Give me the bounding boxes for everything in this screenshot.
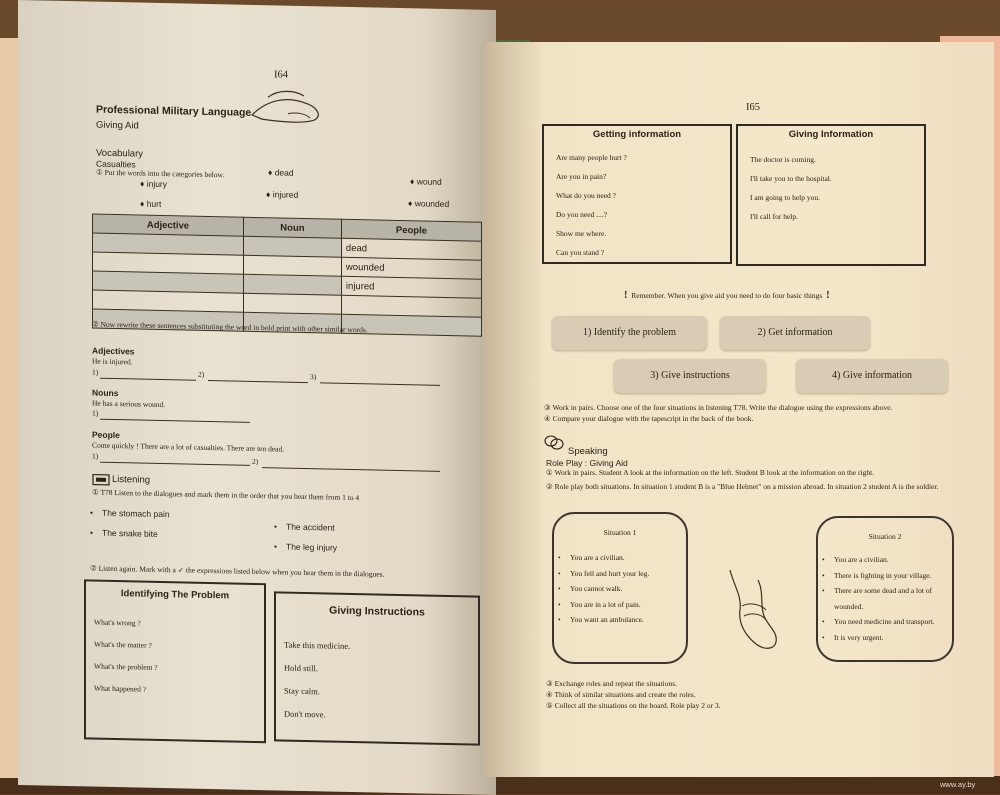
list-item: • The stomach pain [90, 508, 170, 520]
list-item: • The leg injury [274, 541, 337, 552]
list-item: The doctor is coming. [750, 155, 816, 164]
blank-label: 1) [92, 408, 99, 418]
people-heading: People [92, 429, 120, 441]
list-item: • You fell and hurt your leg. [558, 566, 684, 582]
people-sentence: Come quickly ! There are a lot of casualties. There are ten dead. [92, 440, 285, 454]
list-item: • There are some dead and a lot of wounded. [822, 583, 952, 614]
situation-2-card [816, 516, 954, 662]
table-cell: wounded [341, 257, 481, 279]
box-title: Giving Instructions [329, 604, 425, 619]
listening-heading: Listening [112, 473, 151, 486]
list-item: • You want an ambulance. [558, 612, 684, 628]
list-item: Are many people hurt ? [556, 153, 627, 162]
list-item: What happened ? [94, 683, 147, 694]
blank-label: 1) [92, 451, 99, 461]
list-item: I'll call for help. [750, 212, 798, 221]
list-item: ④ Think of similar situations and create the roles. [546, 690, 696, 699]
list-item: ⑤ Collect all the situations on the board. Role play 2 or 3. [546, 701, 721, 710]
list-item: What's the matter ? [94, 639, 152, 650]
word-item: ♦ hurt [140, 198, 162, 210]
table-header: People [341, 219, 481, 241]
nouns-heading: Nouns [92, 387, 119, 399]
list-item: Hold still. [284, 662, 319, 674]
exercise-3: ③ Work in pairs. Choose one of the four situations in listening T78. Write the dialogue using the expressions above. [544, 403, 893, 412]
step-identify-problem: 1) Identify the problem [552, 316, 707, 350]
speaking-exercise-1: ① Work in pairs. Student A look at the information on the left. Student B look at the information on the right. [546, 468, 875, 477]
list-item: • You need medicine and transport. [822, 614, 952, 630]
casualties-heading: Casualties [96, 158, 136, 170]
list-item: ③ Exchange roles and repeat the situations. [546, 679, 678, 688]
list-item: Take this medicine. [284, 639, 351, 651]
list-item: • There is fighting in your village. [822, 568, 952, 584]
list-item: Do you need ....? [556, 210, 608, 219]
table-header: Adjective [93, 214, 244, 236]
situation-1-card [552, 512, 688, 664]
card-list [822, 552, 952, 645]
left-page [18, 0, 496, 795]
vocabulary-heading: Vocabulary [96, 147, 144, 160]
final-exercises [546, 678, 721, 711]
card-title: Situation 1 [603, 528, 637, 537]
giving-instructions-box [274, 591, 480, 745]
list-item: What's wrong ? [94, 617, 141, 628]
blank-label: 2) [252, 456, 259, 467]
exercise-1: ① Put the words into the categories below. [96, 167, 225, 180]
list-item: What's the problem ? [94, 661, 158, 672]
list-item: Show me where. [556, 229, 607, 238]
table-header: Noun [243, 217, 341, 238]
list-item: • You are a civilian. [822, 552, 952, 568]
list-item: I am going to help you. [750, 193, 820, 202]
blank-line[interactable] [320, 382, 440, 386]
list-item: • You are in a lot of pain. [558, 597, 684, 613]
list-item: • The accident [274, 521, 337, 532]
exercise-4: ④ Compare your dialogue with the tapescript in the back of the book. [544, 414, 754, 423]
blank-line[interactable] [100, 462, 250, 466]
blank-line[interactable] [100, 378, 196, 381]
box-list [284, 634, 350, 727]
box-title: Giving Information [788, 129, 874, 140]
exclamation-icon: ! [624, 290, 628, 301]
speaking-icon [544, 434, 564, 450]
adjectives-sentence: He is injured. [92, 356, 133, 367]
injured-leg-illustration [720, 566, 780, 658]
word-item: ♦ wounded [408, 198, 450, 210]
giving-information-box [736, 124, 926, 266]
box-list [556, 148, 627, 262]
card-list [558, 550, 684, 628]
list-item: Stay calm. [284, 685, 320, 697]
list-item: • You are a civilian. [558, 550, 684, 566]
box-list [94, 612, 158, 701]
blank-line[interactable] [262, 467, 440, 472]
dialogue-list-right [274, 521, 337, 552]
list-item: • It is very urgent. [822, 630, 952, 646]
blank-label: 1) [92, 367, 99, 377]
adjectives-heading: Adjectives [92, 345, 135, 357]
roleplay-heading: Role Play : Giving Aid [546, 458, 628, 468]
list-item: • You cannot walk. [558, 581, 684, 597]
speaking-heading: Speaking [568, 446, 608, 457]
listening-exercise-2: ② Listen again. Mark with a ✓ the expressions listed below when you hear them in the dialogues. [90, 563, 385, 579]
page-number: I65 [746, 102, 760, 113]
list-item: Can you stand ? [556, 248, 605, 257]
box-title: Getting information [592, 129, 682, 140]
step-give-information: 4) Give information [796, 359, 948, 393]
hands-illustration [248, 85, 328, 129]
blank-line[interactable] [208, 380, 308, 383]
getting-information-box [542, 124, 732, 264]
right-page [484, 42, 994, 777]
word-item: ♦ injured [266, 189, 299, 200]
remember-text: Remember. When you give aid you need to do four basic things [631, 291, 823, 300]
word-item: ♦ injury [140, 178, 168, 190]
blank-label: 2) [198, 369, 205, 379]
list-item: What do you need ? [556, 191, 616, 200]
remember-note [624, 290, 830, 301]
dialogue-list-left [90, 508, 170, 540]
table-cell: dead [341, 238, 481, 260]
exercise-2: ② Now rewrite these sentences substituting the word in bold print with other similar words. [92, 319, 368, 335]
blank-label: 3) [310, 372, 317, 382]
vocabulary-table [92, 214, 482, 337]
step-give-instructions: 3) Give instructions [614, 359, 766, 393]
page-number: I64 [274, 69, 288, 81]
box-list [750, 150, 832, 226]
table-cell: injured [341, 276, 481, 298]
listening-exercise-1: ① T78 Listen to the dialogues and mark them in the order that you hear them from 1 to 4 [92, 487, 360, 503]
nouns-sentence: He has a serious wound. [92, 398, 166, 410]
word-item: ♦ dead [268, 167, 294, 178]
list-item: I'll take you to the hospital. [750, 174, 832, 183]
identify-problem-box [84, 579, 266, 743]
listening-icon [92, 474, 110, 486]
speaking-exercise-2: ② Role play both situations. In situation 1 student B is a "Blue Helmet" on a mission abroad. In situation 2 student A is the soldier. [546, 482, 939, 491]
exclamation-icon: ! [826, 290, 830, 301]
watermark: www.ay.by [940, 780, 976, 789]
word-item: ♦ wound [410, 176, 442, 187]
list-item: Are you in pain? [556, 172, 607, 181]
list-item: Don't move. [284, 708, 326, 720]
card-title: Situation 2 [868, 532, 902, 541]
box-title: Identifying The Problem [120, 588, 230, 602]
list-item: • The snake bite [90, 528, 170, 540]
step-get-information: 2) Get information [720, 316, 870, 350]
blank-line[interactable] [100, 419, 250, 423]
page-subtitle: Giving Aid [96, 119, 139, 132]
page-title: Professional Military Language [96, 103, 252, 119]
